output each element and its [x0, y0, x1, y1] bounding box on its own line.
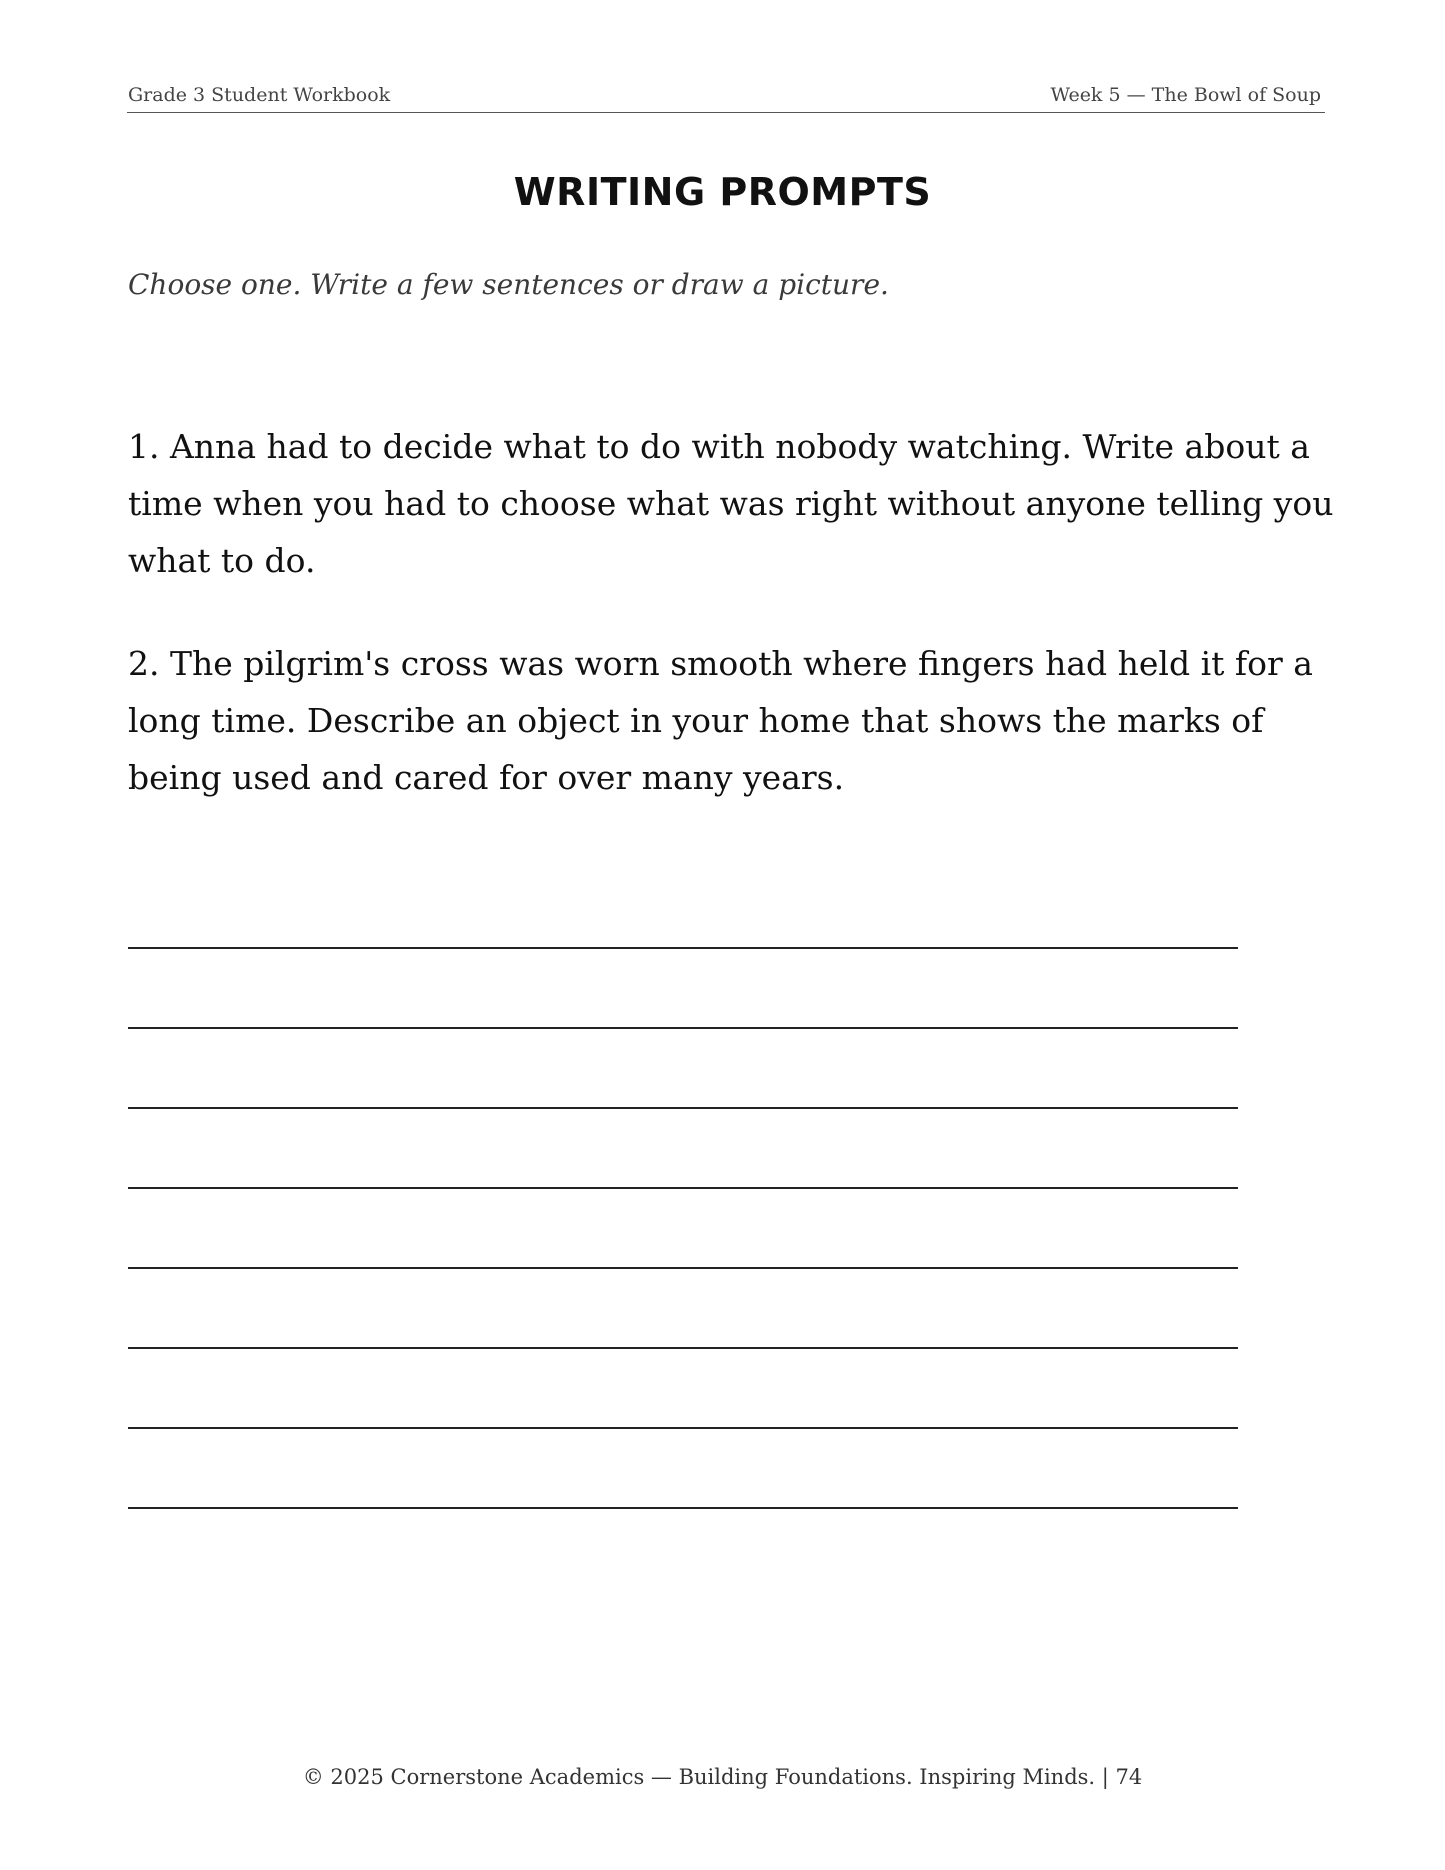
- page-footer: © 2025 Cornerstone Academics — Building Foundations. Inspiring Minds. | 74: [302, 1765, 1143, 1789]
- writing-line[interactable]: [128, 1027, 1238, 1029]
- writing-line[interactable]: [128, 947, 1238, 949]
- writing-line[interactable]: [128, 1107, 1238, 1109]
- writing-prompt-1: 1. Anna had to decide what to do with nobody watching. Write about a time when you had to choose what was right without anyone telling you what to do.: [128, 427, 1334, 580]
- workbook-title: Grade 3 Student Workbook: [128, 84, 391, 106]
- writing-line[interactable]: [128, 1347, 1238, 1349]
- writing-lines: [128, 920, 1238, 1587]
- writing-line[interactable]: [128, 1427, 1238, 1429]
- writing-line[interactable]: [128, 1507, 1238, 1509]
- writing-line[interactable]: [128, 1187, 1238, 1189]
- writing-prompt-2: 2. The pilgrim's cross was worn smooth where fingers had held it for a long time. Describe an object in your home that shows the marks of being used and cared for over many years.: [128, 644, 1313, 797]
- writing-line[interactable]: [128, 1267, 1238, 1269]
- page-title: WRITING PROMPTS: [513, 170, 932, 214]
- instructions: Choose one. Write a few sentences or draw a picture.: [128, 268, 889, 301]
- week-title: Week 5 — The Bowl of Soup: [1050, 84, 1321, 106]
- page-header: [127, 82, 1325, 113]
